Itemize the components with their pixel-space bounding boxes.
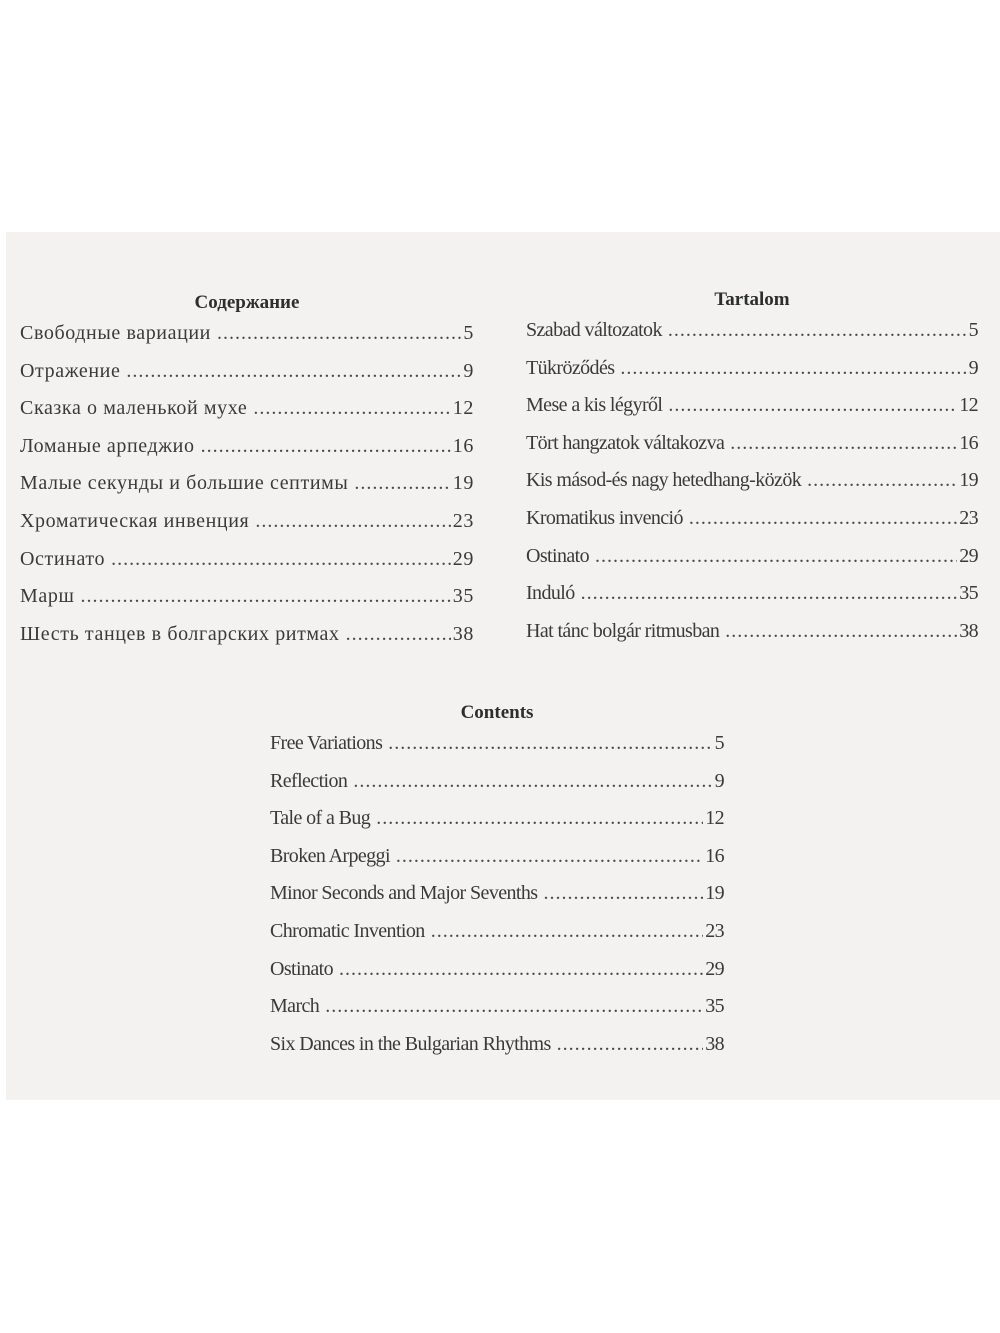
contents-english xyxy=(270,694,724,1070)
dot-leader xyxy=(730,432,957,455)
page-number: 5 xyxy=(714,732,724,754)
entry-title: Chromatic Invention xyxy=(270,919,425,942)
toc-entry xyxy=(526,582,978,620)
section-title: Contents xyxy=(460,702,534,723)
page-number: 16 xyxy=(452,434,474,457)
toc-entry xyxy=(270,807,724,845)
dot-leader xyxy=(668,394,957,417)
page-number: 9 xyxy=(714,769,724,792)
page-number: 19 xyxy=(959,469,978,492)
toc-entry xyxy=(526,357,978,395)
entry-list xyxy=(270,732,724,1070)
page-number: 12 xyxy=(452,397,474,420)
entry-title: Свободные вариации xyxy=(20,322,211,344)
entry-title: Mese a kis légyről xyxy=(526,394,663,417)
page-number: 29 xyxy=(705,957,724,980)
toc-entry xyxy=(20,510,474,548)
page-number: 12 xyxy=(705,807,724,830)
section-title: Tartalom xyxy=(714,289,790,310)
page-number: 9 xyxy=(968,356,978,379)
page-number: 23 xyxy=(452,509,474,532)
dot-leader xyxy=(126,360,461,383)
toc-entry xyxy=(270,1033,724,1071)
entry-title: Broken Arpeggi xyxy=(270,844,390,867)
dot-leader xyxy=(581,582,958,605)
section-title: Содержание xyxy=(194,292,300,313)
toc-entry xyxy=(20,472,474,510)
entry-title: Остинато xyxy=(20,547,106,570)
toc-entry xyxy=(270,958,724,996)
toc-entry xyxy=(270,845,724,883)
toc-entry xyxy=(526,432,978,470)
entry-title: Hat tánc bolgár ritmusban xyxy=(526,619,720,642)
page-number: 35 xyxy=(705,995,724,1018)
page-number: 38 xyxy=(452,622,474,645)
entry-list xyxy=(526,319,978,657)
page-number: 23 xyxy=(959,506,978,529)
dot-leader xyxy=(595,545,957,568)
dot-leader xyxy=(201,435,451,458)
page-number: 5 xyxy=(463,322,474,344)
toc-entry xyxy=(20,585,474,623)
toc-entry xyxy=(270,920,724,958)
entry-title: Ostinato xyxy=(526,544,589,567)
entry-title: Reflection xyxy=(270,769,348,792)
dot-leader xyxy=(353,770,712,793)
entry-title: Шесть танцев в болгарских ритмах xyxy=(20,622,340,645)
dot-leader xyxy=(111,548,451,571)
entry-list xyxy=(20,322,474,660)
dot-leader xyxy=(346,623,451,646)
page-number: 35 xyxy=(959,582,978,605)
contents-hungarian xyxy=(526,281,978,657)
entry-title: Kromatikus invenció xyxy=(526,506,683,529)
entry-title: Отражение xyxy=(20,359,121,382)
page-number: 19 xyxy=(452,472,474,495)
page-number: 29 xyxy=(452,547,474,570)
entry-title: Tale of a Bug xyxy=(270,807,371,830)
dot-leader xyxy=(354,472,450,495)
toc-entry xyxy=(526,620,978,658)
page-number: 16 xyxy=(959,431,978,454)
toc-entry xyxy=(20,435,474,473)
entry-title: Хроматическая инвенция xyxy=(20,509,250,532)
entry-title: Minor Seconds and Major Sevenths xyxy=(270,882,538,905)
dot-leader xyxy=(689,507,957,530)
entry-title: Szabad változatok xyxy=(526,319,662,341)
page-number: 5 xyxy=(968,319,978,341)
entry-title: Tükröződés xyxy=(526,356,615,379)
dot-leader xyxy=(668,319,967,342)
entry-title: Free Variations xyxy=(270,732,383,754)
page-number: 38 xyxy=(959,619,978,642)
entry-title: Induló xyxy=(526,582,575,605)
page-number: 19 xyxy=(705,882,724,905)
contents-russian xyxy=(20,284,474,660)
toc-entry xyxy=(526,394,978,432)
page-number: 35 xyxy=(452,585,474,608)
toc-entry xyxy=(20,397,474,435)
page-number: 29 xyxy=(959,544,978,567)
dot-leader xyxy=(725,620,957,643)
entry-title: Tört hangzatok váltakozva xyxy=(526,431,725,454)
toc-entry xyxy=(270,882,724,920)
dot-leader xyxy=(396,845,703,868)
entry-title: Six Dances in the Bulgarian Rhythms xyxy=(270,1032,551,1055)
entry-title: Ostinato xyxy=(270,957,333,980)
dot-leader xyxy=(543,882,703,905)
toc-entry xyxy=(526,545,978,583)
entry-title: Сказка о маленькой мухе xyxy=(20,397,248,420)
toc-entry xyxy=(20,322,474,360)
dot-leader xyxy=(80,585,450,608)
page-number: 38 xyxy=(705,1032,724,1055)
toc-entry xyxy=(20,548,474,586)
dot-leader xyxy=(388,732,712,755)
dot-leader xyxy=(339,958,703,981)
entry-title: Kis másod-és nagy hetedhang-közök xyxy=(526,469,802,492)
toc-entry xyxy=(526,507,978,545)
toc-entry xyxy=(526,319,978,357)
dot-leader xyxy=(620,357,966,380)
toc-entry xyxy=(270,732,724,770)
toc-entry xyxy=(270,995,724,1033)
toc-entry xyxy=(20,360,474,398)
dot-leader xyxy=(255,510,450,533)
toc-entry xyxy=(526,469,978,507)
dot-leader xyxy=(807,469,957,492)
dot-leader xyxy=(217,322,461,345)
page-number: 12 xyxy=(959,394,978,417)
dot-leader xyxy=(325,995,703,1018)
toc-entry xyxy=(20,623,474,661)
dot-leader xyxy=(253,397,450,420)
page-number: 23 xyxy=(705,919,724,942)
entry-title: Марш xyxy=(20,585,75,608)
entry-title: March xyxy=(270,995,320,1018)
toc-entry xyxy=(270,770,724,808)
page-number: 9 xyxy=(463,359,474,382)
page-number: 16 xyxy=(705,844,724,867)
entry-title: Ломаные арпеджио xyxy=(20,434,195,457)
entry-title: Малые секунды и большие септимы xyxy=(20,472,349,495)
dot-leader xyxy=(376,807,703,830)
dot-leader xyxy=(431,920,704,943)
dot-leader xyxy=(557,1033,704,1056)
